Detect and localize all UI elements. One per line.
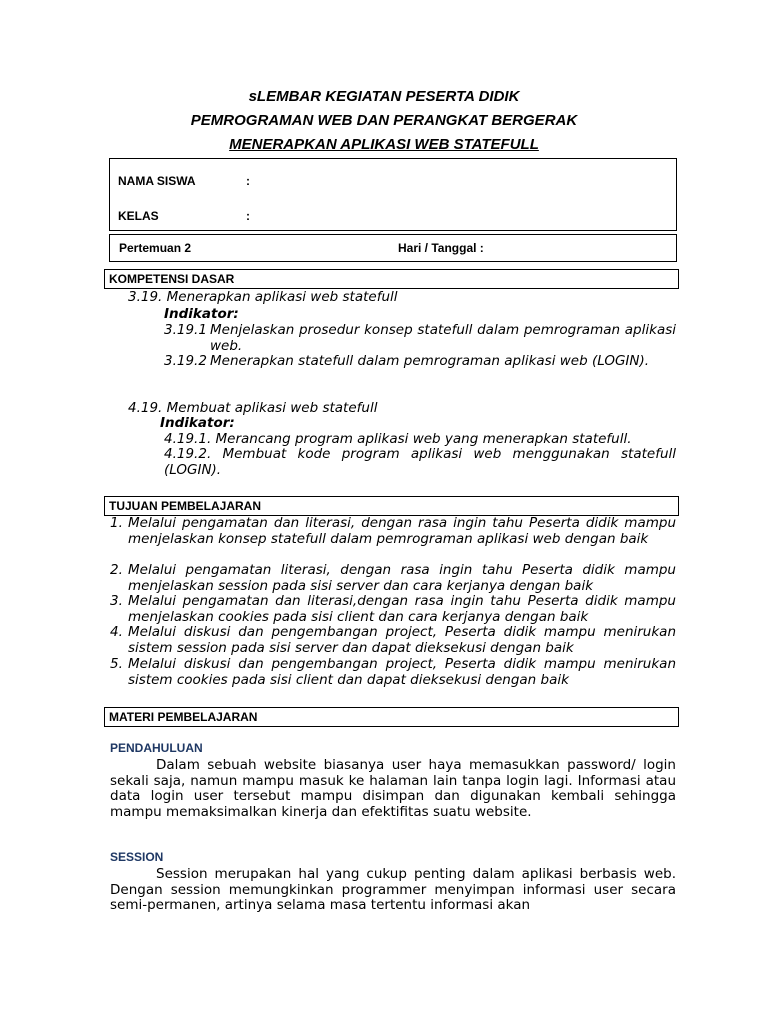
objective-number: 2. — [110, 562, 123, 578]
meeting-box — [109, 234, 677, 262]
indicator-3-19-1 — [164, 323, 676, 354]
indicator-4-19-1: 4.19.1. Merancang program aplikasi web yang menerapkan statefull. — [164, 431, 632, 447]
objective-text: Melalui diskusi dan pengembangan project, Peserta didik mampu menirukan sistem session pada sisi server dan dapat dieksekusi dengan baik — [128, 624, 676, 656]
competency-4-19: 4.19. Membuat aplikasi web statefull — [128, 400, 378, 416]
session-heading: SESSION — [110, 850, 164, 864]
student-identity-box — [109, 158, 677, 231]
student-name-colon: : — [246, 174, 250, 188]
learning-material-heading: MATERI PEMBELAJARAN — [104, 707, 679, 727]
topic-title: MENERAPKAN APLIKASI WEB STATEFULL — [229, 136, 539, 153]
competency-3-19: 3.19. Menerapkan aplikasi web statefull — [128, 289, 398, 305]
indicator-4-19-2: 4.19.2. Membuat kode program aplikasi web menggunakan statefull (LOGIN). — [164, 446, 676, 478]
objective-number: 1. — [110, 515, 123, 531]
document-title: sLEMBAR KEGIATAN PESERTA DIDIK — [248, 88, 520, 105]
objective-text: Melalui diskusi dan pengembangan project, Peserta didik mampu menirukan sistem cookies pada sisi client dan dapat dieksekusi dengan baik — [128, 656, 676, 688]
indicator-number: 3.19.1 — [164, 322, 207, 338]
student-class-label: KELAS — [118, 209, 159, 223]
indicator-label-3-19: Indikator: — [164, 306, 239, 322]
objective-number: 4. — [110, 624, 123, 640]
objective-text: Melalui pengamatan dan literasi,dengan rasa ingin tahu Peserta didik mampu menjelaskan cookies pada sisi client dan cara kerjanya dengan baik — [128, 593, 676, 625]
subject-title: PEMROGRAMAN WEB DAN PERANGKAT BERGERAK — [190, 112, 578, 129]
student-class-colon: : — [246, 209, 250, 223]
session-paragraph: Session merupakan hal yang cukup penting dalam aplikasi berbasis web. Dengan session memungkinkan programmer menyimpan informasi user secara semi-permanen, artinya selama masa tertentu informasi akan — [110, 866, 676, 913]
competency-heading: KOMPETENSI DASAR — [104, 269, 679, 289]
objective-item — [110, 594, 676, 625]
objective-text: Melalui pengamatan literasi, dengan rasa ingin tahu Peserta didik mampu menjelaskan session pada sisi server dan cara kerjanya dengan baik — [128, 562, 676, 594]
objective-item — [110, 563, 676, 594]
indicator-text: Menjelaskan prosedur konsep statefull dalam pemrograman aplikasi web. — [210, 322, 676, 354]
meeting-date-label: Hari / Tanggal : — [398, 241, 484, 255]
objective-item — [110, 625, 676, 656]
introduction-heading: PENDAHULUAN — [110, 741, 203, 755]
student-name-label: NAMA SISWA — [118, 174, 196, 188]
objective-item — [110, 657, 676, 688]
learning-objectives-heading: TUJUAN PEMBELAJARAN — [104, 496, 679, 516]
indicator-text: Menerapkan statefull dalam pemrograman aplikasi web (LOGIN). — [210, 353, 650, 369]
objective-number: 3. — [110, 593, 123, 609]
objective-item — [110, 516, 676, 547]
objective-text: Melalui pengamatan dan literasi, dengan rasa ingin tahu Peserta didik mampu menjelaskan konsep statefull dalam pemrograman aplikasi web dengan baik — [128, 515, 676, 547]
indicator-number: 3.19.2 — [164, 353, 207, 369]
objective-number: 5. — [110, 656, 123, 672]
introduction-paragraph: Dalam sebuah website biasanya user haya memasukkan password/ login sekali saja, namun mampu masuk ke halaman lain tanpa login lagi. Informasi atau data login user tersebut mampu disimpan dan digunakan kembali sehingga mampu memaksimalkan kinerja dan efektifitas suatu website. — [110, 757, 676, 820]
meeting-number: Pertemuan 2 — [119, 241, 192, 255]
indicator-label-4-19: Indikator: — [160, 415, 235, 431]
indicator-3-19-2 — [164, 354, 676, 370]
